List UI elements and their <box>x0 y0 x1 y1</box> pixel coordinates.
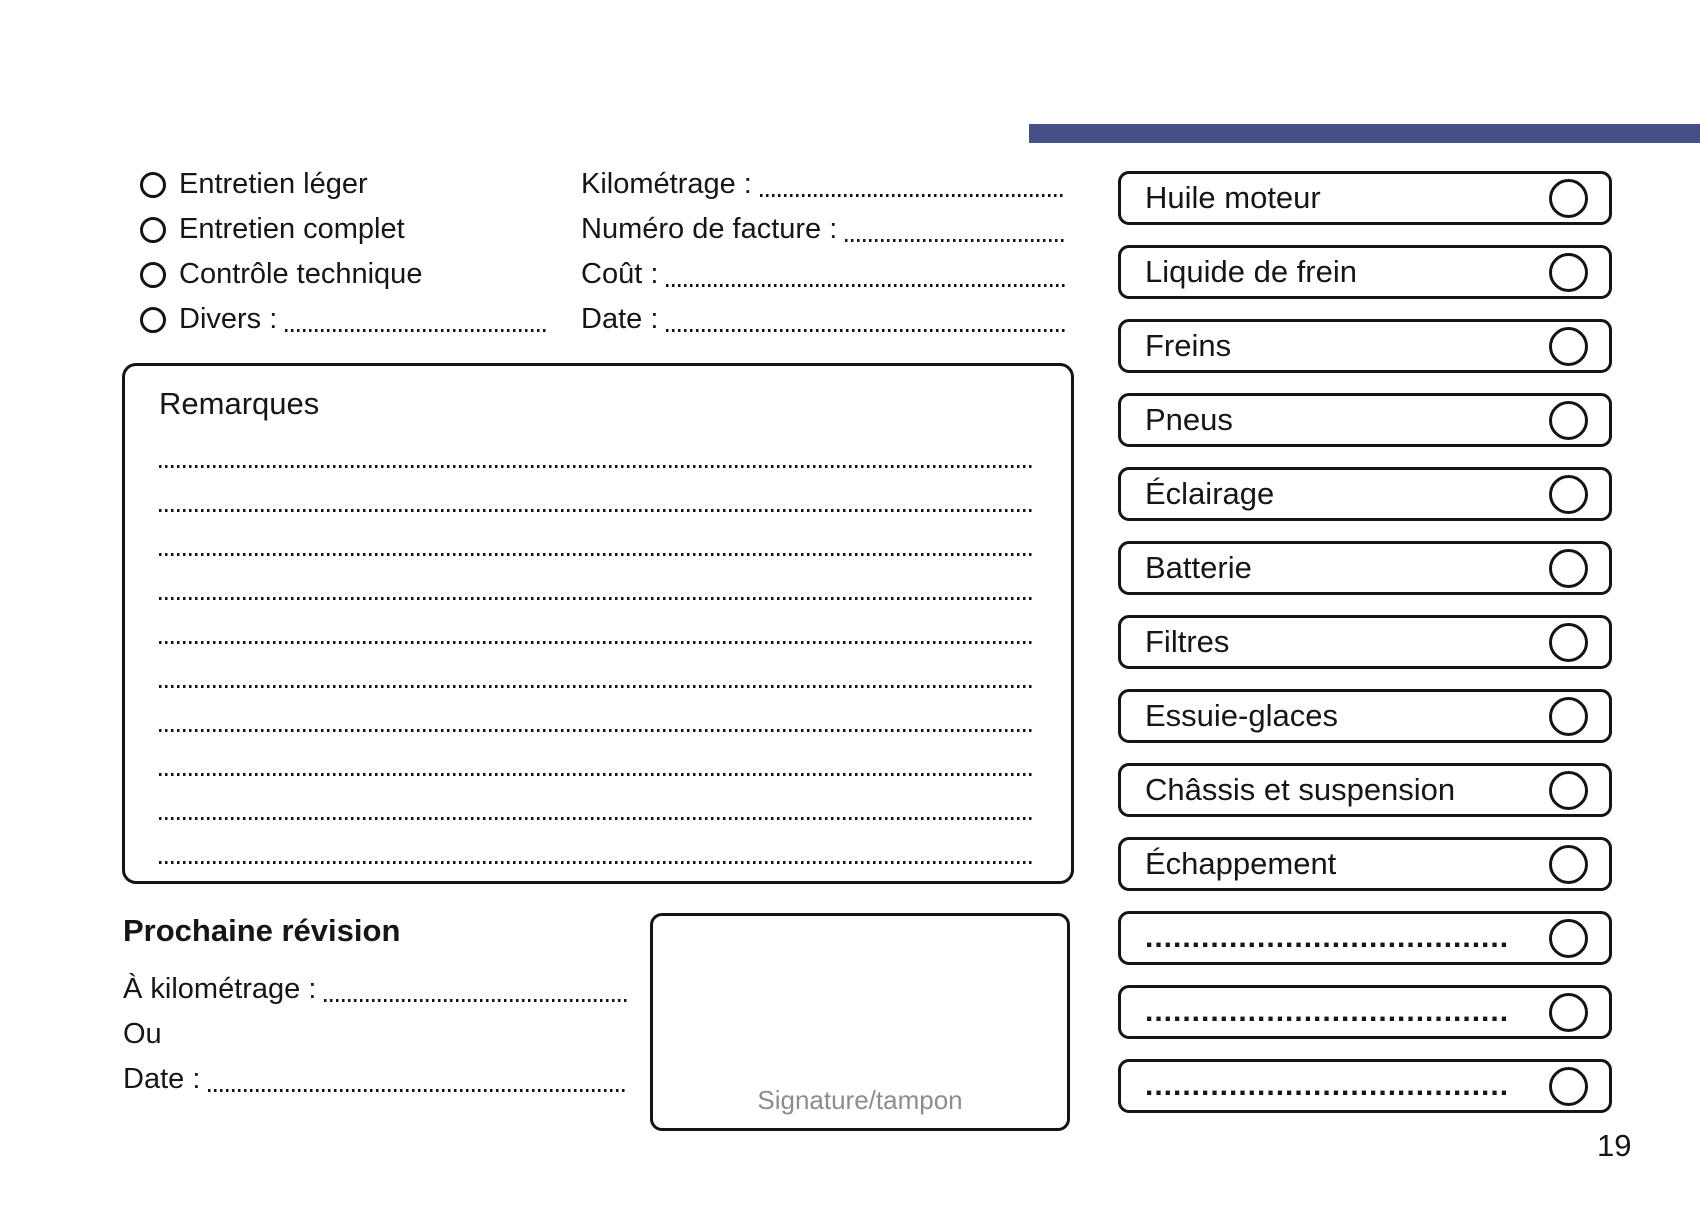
next-service-block <box>123 913 628 1102</box>
checklist-row-freins <box>1118 319 1612 373</box>
checklist-row-echappement <box>1118 837 1612 891</box>
remarks-ruled-line <box>159 424 1033 468</box>
remarks-ruled-line <box>159 776 1033 820</box>
dotted-line <box>666 329 1066 332</box>
check-circle-huile-moteur[interactable] <box>1549 179 1588 218</box>
service-option-row <box>140 252 581 297</box>
remarks-ruled-line <box>159 644 1033 688</box>
checklist-item-label: Châssis et suspension <box>1145 772 1456 807</box>
check-circle-blank-3[interactable] <box>1549 1067 1588 1106</box>
service-option-row <box>140 162 581 207</box>
next-service-or-row <box>123 1012 628 1057</box>
check-circle-freins[interactable] <box>1549 327 1588 366</box>
dotted-line <box>324 999 628 1002</box>
signature-box <box>650 913 1070 1131</box>
checklist-item-label: Huile moteur <box>1145 180 1321 215</box>
checklist-item-label: Liquide de frein <box>1145 254 1357 289</box>
checklist-row-filtres <box>1118 615 1612 669</box>
check-circle-batterie[interactable] <box>1549 549 1588 588</box>
remarks-lines <box>159 424 1033 864</box>
service-option-label: Contrôle technique <box>179 258 423 290</box>
field-label-kilometrage: Kilométrage : <box>581 168 752 200</box>
checklist-row-essuie-glaces <box>1118 689 1612 743</box>
radio-divers[interactable] <box>140 307 166 333</box>
checklist-row-liquide-de-frein <box>1118 245 1612 299</box>
signature-label: Signature/tampon <box>757 1085 963 1115</box>
remarks-ruled-line <box>159 688 1033 732</box>
next-service-km-row <box>123 967 628 1012</box>
checklist-row-blank-3 <box>1118 1059 1612 1113</box>
checklist-row-chassis-suspension <box>1118 763 1612 817</box>
field-label-date: Date : <box>581 303 659 335</box>
field-row-cout <box>581 252 1066 297</box>
radio-entretien-leger[interactable] <box>140 172 166 198</box>
field-label-numero-facture: Numéro de facture : <box>581 213 838 245</box>
next-service-or-label: Ou <box>123 1018 162 1050</box>
dotted-line <box>208 1089 628 1092</box>
inspection-checklist <box>1118 171 1612 1113</box>
remarks-ruled-line <box>159 732 1033 776</box>
checklist-item-label: Batterie <box>1145 550 1252 585</box>
service-option-row-divers <box>140 297 581 342</box>
check-circle-blank-1[interactable] <box>1549 919 1588 958</box>
radio-controle-technique[interactable] <box>140 262 166 288</box>
service-option-row <box>140 207 581 252</box>
check-circle-liquide-de-frein[interactable] <box>1549 253 1588 292</box>
radio-entretien-complet[interactable] <box>140 217 166 243</box>
checklist-row-blank-2 <box>1118 985 1612 1039</box>
remarks-ruled-line <box>159 468 1033 512</box>
check-circle-filtres[interactable] <box>1549 623 1588 662</box>
remarks-ruled-line <box>159 600 1033 644</box>
remarks-ruled-line <box>159 512 1033 556</box>
field-row-kilometrage <box>581 162 1066 207</box>
checklist-row-pneus <box>1118 393 1612 447</box>
check-circle-chassis-suspension[interactable] <box>1549 771 1588 810</box>
remarks-ruled-line <box>159 820 1033 864</box>
next-service-date-row <box>123 1057 628 1102</box>
checklist-item-label: Filtres <box>1145 624 1230 659</box>
service-record-fields <box>140 162 1066 342</box>
page-number: 19 <box>1597 1128 1632 1163</box>
checklist-blank-item-label: ....................................... <box>1145 995 1510 1028</box>
checklist-blank-item-label: ....................................... <box>1145 1069 1510 1102</box>
remarks-title: Remarques <box>159 386 320 421</box>
check-circle-blank-2[interactable] <box>1549 993 1588 1032</box>
checklist-row-batterie <box>1118 541 1612 595</box>
check-circle-eclairage[interactable] <box>1549 475 1588 514</box>
checklist-item-label: Éclairage <box>1145 476 1275 511</box>
next-service-title: Prochaine révision <box>123 913 401 948</box>
dotted-line <box>285 329 547 332</box>
check-circle-pneus[interactable] <box>1549 401 1588 440</box>
checklist-row-eclairage <box>1118 467 1612 521</box>
checklist-item-label: Échappement <box>1145 846 1337 881</box>
field-row-date <box>581 297 1066 342</box>
service-option-label: Entretien complet <box>179 213 405 245</box>
accent-bar <box>1029 124 1700 143</box>
checklist-item-label: Freins <box>1145 328 1232 363</box>
checklist-item-label: Essuie-glaces <box>1145 698 1338 733</box>
dotted-line <box>845 239 1066 242</box>
checklist-blank-item-label: ....................................... <box>1145 921 1510 954</box>
next-service-date-label: Date : <box>123 1063 201 1095</box>
check-circle-echappement[interactable] <box>1549 845 1588 884</box>
field-label-cout: Coût : <box>581 258 659 290</box>
service-option-label: Divers : <box>179 303 278 335</box>
dotted-line <box>760 194 1066 197</box>
checklist-row-blank-1 <box>1118 911 1612 965</box>
service-option-label: Entretien léger <box>179 168 368 200</box>
remarks-ruled-line <box>159 556 1033 600</box>
checklist-row-huile-moteur <box>1118 171 1612 225</box>
remarks-box <box>122 363 1074 884</box>
dotted-line <box>666 284 1066 287</box>
field-row-numero-facture <box>581 207 1066 252</box>
next-service-km-label: À kilométrage : <box>123 973 317 1005</box>
checklist-item-label: Pneus <box>1145 402 1233 437</box>
check-circle-essuie-glaces[interactable] <box>1549 697 1588 736</box>
